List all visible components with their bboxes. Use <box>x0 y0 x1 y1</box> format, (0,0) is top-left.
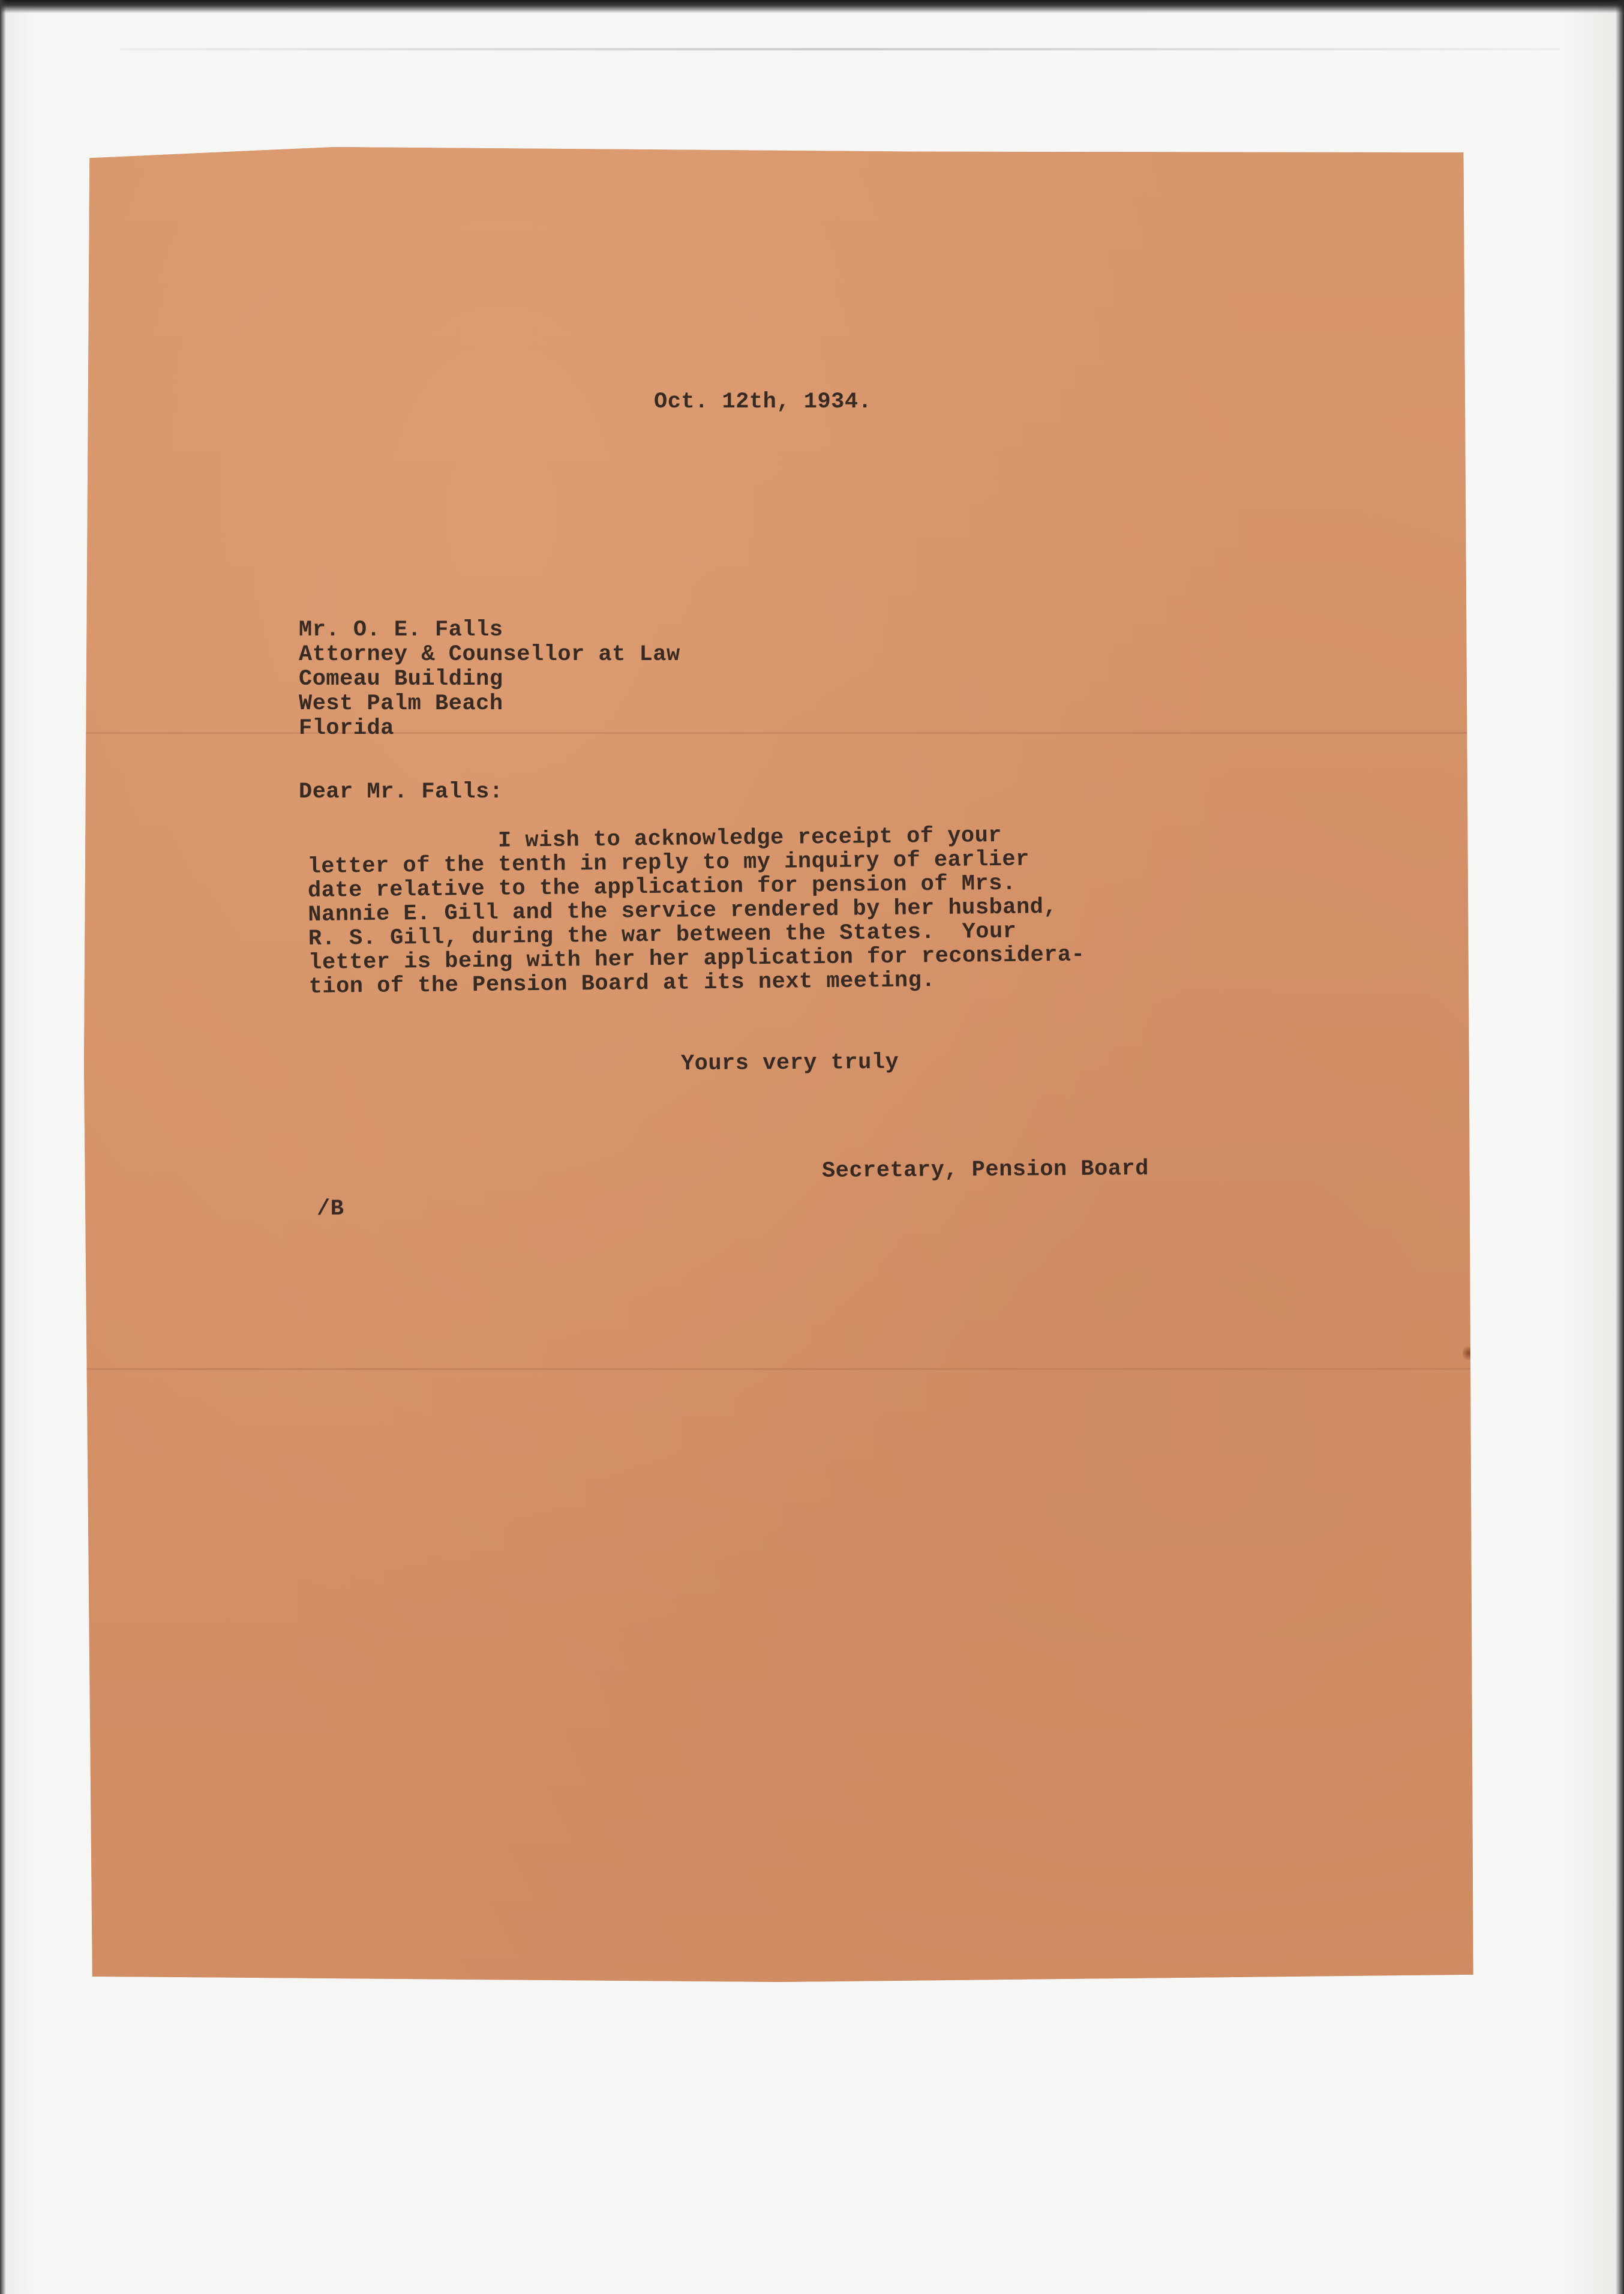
salutation: Dear Mr. Falls: <box>299 779 503 805</box>
letter-date: Oct. 12th, 1934. <box>654 389 872 415</box>
address-line: Florida <box>299 716 394 741</box>
body-line: Nannie E. Gill and the service rendered by her husband, <box>308 894 1058 928</box>
body-line: date relative to the application for pension of Mrs. <box>307 871 1016 904</box>
address-line: Mr. O. E. Falls <box>299 617 503 643</box>
closing: Yours very truly <box>680 1049 899 1077</box>
body-line: letter is being with her her application for reconsidera- <box>308 942 1085 976</box>
letter-body <box>307 823 1085 999</box>
body-line: R. S. Gill, during the war between the States. Your <box>308 919 1017 952</box>
paper-fold-upper <box>84 732 1475 734</box>
body-line: I wish to acknowledge receipt of your <box>307 823 1002 856</box>
typist-initials: /B <box>317 1197 344 1222</box>
recipient-address <box>299 618 680 741</box>
body-line: letter of the tenth in reply to my inquiry of earlier <box>307 847 1030 880</box>
address-line: West Palm Beach <box>299 691 503 716</box>
paper-fold-lower <box>84 1368 1475 1370</box>
scanner-left-edge <box>0 0 6 2294</box>
body-line: tion of the Pension Board at its next meeting. <box>308 968 936 1000</box>
scanner-right-edge <box>1616 0 1624 2294</box>
scanner-top-edge <box>0 0 1624 13</box>
address-line: Comeau Building <box>299 667 503 692</box>
signature-title: Secretary, Pension Board <box>821 1156 1149 1184</box>
scanner-line <box>120 48 1560 50</box>
address-line: Attorney & Counsellor at Law <box>299 642 680 667</box>
